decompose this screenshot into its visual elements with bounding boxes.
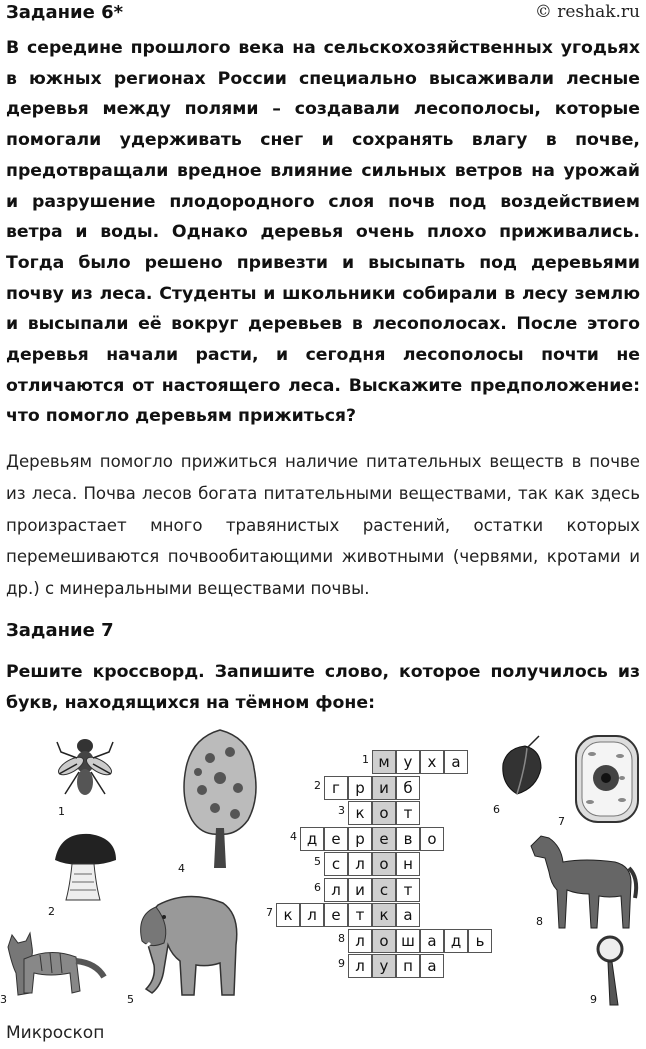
mushroom-icon [50,830,120,905]
crossword-cell: о [420,827,444,851]
crossword-cell: е [324,903,348,927]
crossword-clue-number: 8 [338,931,345,945]
fly-icon [55,732,115,802]
crossword-cell: в [396,827,420,851]
crossword-cell: и [348,878,372,902]
crossword-cell: н [396,852,420,876]
crossword-cell: с [324,852,348,876]
picture-label-3: 3 [0,993,7,1006]
crossword-key-cell: о [372,801,396,825]
picture-label-8: 8 [536,915,543,928]
crossword-cell: ш [396,929,420,953]
crossword-key-cell: к [372,903,396,927]
task6-answer: Деревьям помогло прижиться наличие питательных веществ в почве из леса. Почва лесов богата питательными веществами, так как здесь произрастает много травянистых растений, остатки которых перемешиваются почвообитающими животными (червями, кротами и др.) с минеральными веществами почвы. [6,452,640,599]
crossword-cell: т [396,801,420,825]
crossword-key-cell: у [372,954,396,978]
crossword-cell: г [324,776,348,800]
leaf-icon [497,734,547,804]
picture-label-1: 1 [58,805,65,818]
crossword-key-cell: м [372,750,396,774]
crossword-cell: е [324,827,348,851]
crossword-clue-number: 3 [338,804,345,817]
crossword-cell: а [420,954,444,978]
crossword-key-cell: е [372,827,396,851]
crossword-clue-number: 1 [362,753,369,766]
watermark: © reshak.ru [534,2,640,22]
task6-question: В середине прошлого века на сельскохозяйственных угодьях в южных регионах России специально высаживали лесные деревья между полями – создавали лесополосы, которые помогали удерживать снег и сохранять влагу в почве, предотвращали вредное влияние сильных ветров на урожай и разрушение плодородного слоя почв под воздействием ветра и воды. Однако деревья очень плохо приживались. Тогда было решено привезти и высыпать под деревьями почву из леса. Студенты и школьники собирали в лесу землю и высыпали её вокруг деревьев в лесополосах. После этого деревья начали расти, и сегодня лесополосы почти не отличаются от настоящего леса. Выскажите предположение: что помогло деревьям прижиться? [6,38,640,427]
crossword-cell: а [420,929,444,953]
picture-label-6: 6 [493,803,500,816]
crossword-clue-number: 9 [338,957,345,970]
crossword-cell: п [396,954,420,978]
picture-label-7: 7 [558,815,565,828]
crossword-cell: л [348,929,372,953]
crossword-cell: х [420,750,444,774]
crossword-clue-number: 5 [314,855,321,868]
crossword-clue-number: 4 [290,829,297,843]
task7-question: Решите кроссворд. Запишите слово, которое получилось из букв, находящихся на тёмном фоне: [6,662,640,713]
cat-icon [0,933,110,998]
crossword-cell: б [396,776,420,800]
picture-label-4: 4 [178,862,185,875]
crossword-clue-number: 6 [314,880,321,894]
picture-label-5: 5 [127,993,134,1006]
crossword-key-cell: о [372,852,396,876]
crossword-cell: д [444,929,468,953]
elephant-icon [128,885,243,1000]
crossword-cell: а [396,903,420,927]
crossword-cell: л [300,903,324,927]
crossword-cell: у [396,750,420,774]
crossword-cell: а [444,750,468,774]
crossword-cell: л [348,852,372,876]
crossword-cell: р [348,776,372,800]
crossword-cell: д [300,827,324,851]
picture-label-2: 2 [48,905,55,918]
crossword-cell: л [348,954,372,978]
crossword-clue-number: 2 [314,778,321,792]
crossword-cell: р [348,827,372,851]
tree-icon [180,728,260,873]
crossword-clue-number: 7 [266,906,273,919]
crossword-key-cell: с [372,878,396,902]
crossword-key-cell: о [372,929,396,953]
crossword-cell: т [396,878,420,902]
crossword-cell: л [324,878,348,902]
task7-title: Задание 7 [6,620,114,641]
crossword-cell: к [348,801,372,825]
crossword-cell: ь [468,929,492,953]
final-answer: Микроскоп [6,1023,105,1043]
task6-title: Задание 6* [6,2,124,23]
cell-icon [572,732,642,827]
picture-label-9: 9 [590,993,597,1006]
crossword-cell: к [276,903,300,927]
crossword-key-cell: и [372,776,396,800]
crossword-cell: т [348,903,372,927]
